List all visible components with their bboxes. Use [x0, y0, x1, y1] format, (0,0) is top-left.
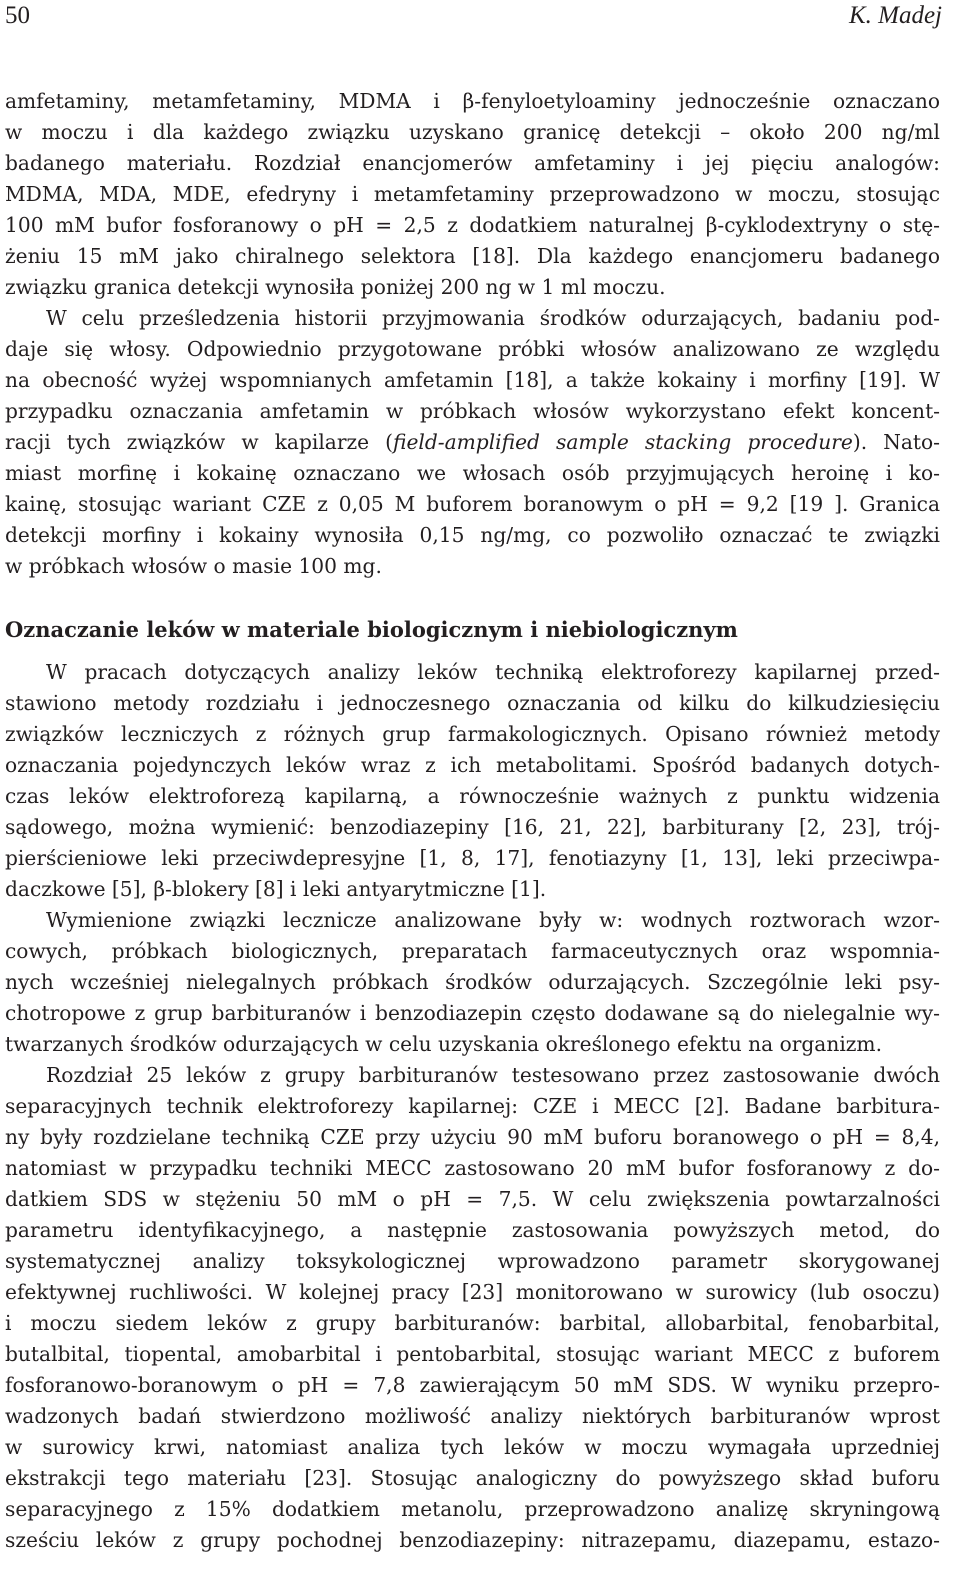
text-line: sądowego, można wymienić: benzodiazepiny [16, 21, 22], barbiturany [2, 23], trój- — [5, 815, 940, 839]
text-line: żeniu 15 mM jako chiralnego selektora [18]. Dla każdego enancjomeru badanego — [5, 244, 940, 268]
text-line-mixed — [5, 427, 940, 458]
text-line: na obecność wyżej wspomnianych amfetamin [18], a także kokainy i morfiny [19]. W — [5, 368, 940, 392]
text-line: czas leków elektroforezą kapilarną, a równocześnie ważnych z punktu widzenia — [5, 784, 940, 808]
text-line: separacyjnego z 15% dodatkiem metanolu, przeprowadzono analizę skryningową — [5, 1497, 940, 1521]
page-number: 50 — [5, 2, 30, 29]
text-line: twarzanych środków odurzających w celu uzyskania określonego efektu na organizm. — [5, 1032, 882, 1056]
text-line: W pracach dotyczących analizy leków techniką elektroforezy kapilarnej przed- — [46, 660, 940, 684]
text-line: nych wcześniej nielegalnych próbkach środków odurzających. Szczególnie leki psy- — [5, 970, 940, 994]
text-line: w surowicy krwi, natomiast analiza tych leków w moczu wymagała uprzedniej — [5, 1435, 940, 1459]
text-line: efektywnej ruchliwości. W kolejnej pracy [23] monitorowano w surowicy (lub osoczu) — [5, 1280, 940, 1304]
italic-term: field-amplified sample stacking procedure — [392, 430, 853, 454]
text-run: ). Nato- — [852, 430, 940, 454]
text-line: cowych, próbkach biologicznych, preparatach farmaceutycznych oraz wspomnia- — [5, 939, 940, 963]
text-line: butalbital, tiopental, amobarbital i pentobarbital, stosując wariant MECC z buforem — [5, 1342, 940, 1366]
text-line: związków leczniczych z różnych grup farmakologicznych. Opisano również metody — [5, 722, 940, 746]
text-run: racji tych związków w kapilarze ( — [5, 430, 393, 454]
text-line: Rozdział 25 leków z grupy barbituranów testesowano przez zastosowanie dwóch — [46, 1063, 940, 1087]
text-line: daczkowe [5], β-blokery [8] i leki antyarytmiczne [1]. — [5, 877, 547, 901]
section-heading: Oznaczanie leków w materiale biologicznym i niebiologicznym — [5, 617, 738, 642]
text-line: separacyjnych technik elektroforezy kapilarnej: CZE i MECC [2]. Badane barbitura- — [5, 1094, 940, 1118]
text-line: wadzonych badań stwierdzono możliwość analizy niektórych barbituranów wprost — [5, 1404, 940, 1428]
text-line: fosforanowo-boranowym o pH = 7,8 zawierającym 50 mM SDS. W wyniku przepro- — [5, 1373, 940, 1397]
text-line: MDMA, MDA, MDE, efedryny i metamfetaminy przeprowadzono w moczu, stosując — [5, 182, 940, 206]
text-line: sześciu leków z grupy pochodnej benzodiazepiny: nitrazepamu, diazepamu, estazo- — [5, 1528, 940, 1552]
text-line: miast morfinę i kokainę oznaczano we włosach osób przyjmujących heroinę i ko- — [5, 461, 940, 485]
text-line: w moczu i dla każdego związku uzyskano granicę detekcji – około 200 ng/ml — [5, 120, 940, 144]
text-line: kainę, stosując wariant CZE z 0,05 M buforem boranowym o pH = 9,2 [19 ]. Granica — [5, 492, 940, 516]
text-line: daje się włosy. Odpowiednio przygotowane próbki włosów analizowano ze względu — [5, 337, 940, 361]
text-line: stawiono metody rozdziału i jednoczesnego oznaczania od kilku do kilkudziesięciu — [5, 691, 940, 715]
paragraph-block-2 — [5, 657, 940, 1556]
text-line: przypadku oznaczania amfetamin w próbkach włosów wykorzystano efekt koncent- — [5, 399, 940, 423]
running-head — [5, 2, 942, 30]
text-line: datkiem SDS w stężeniu 50 mM o pH = 7,5. W celu zwiększenia powtarzalności — [5, 1187, 940, 1211]
text-line: badanego materiału. Rozdział enancjomerów amfetaminy i jej pięciu analogów: — [5, 151, 940, 175]
text-line: oznaczania pojedynczych leków wraz z ich metabolitami. Spośród badanych dotych- — [5, 753, 940, 777]
text-line: w próbkach włosów o masie 100 mg. — [5, 554, 382, 578]
text-line: 100 mM bufor fosforanowy o pH = 2,5 z dodatkiem naturalnej β-cyklodextryny o stę- — [5, 213, 940, 237]
text-line: amfetaminy, metamfetaminy, MDMA i β-fenyloetyloaminy jednocześnie oznaczano — [5, 89, 940, 113]
text-line: parametru identyfikacyjnego, a następnie zastosowania powyższych metod, do — [5, 1218, 940, 1242]
running-head-author: K. Madej — [848, 2, 942, 29]
text-line: systematycznej analizy toksykologicznej wprowadzono parametr skorygowanej — [5, 1249, 940, 1273]
text-line: związku granica detekcji wynosiła poniżej 200 ng w 1 ml moczu. — [5, 275, 666, 299]
text-line: ekstrakcji tego materiału [23]. Stosując analogiczny do powyższego skład buforu — [5, 1466, 940, 1490]
paragraph-block-1 — [5, 86, 940, 582]
text-line: Wymienione związki lecznicze analizowane były w: wodnych roztworach wzor- — [46, 908, 940, 932]
text-line: W celu prześledzenia historii przyjmowania środków odurzających, badaniu pod- — [46, 306, 940, 330]
text-line: detekcji morfiny i kokainy wynosiła 0,15 ng/mg, co pozwoliło oznaczać te związki — [5, 523, 940, 547]
text-line: natomiast w przypadku techniki MECC zastosowano 20 mM bufor fosforanowy z do- — [5, 1156, 940, 1180]
text-line: pierścieniowe leki przeciwdepresyjne [1, 8, 17], fenotiazyny [1, 13], leki przeciwpa- — [5, 846, 940, 870]
text-line: ny były rozdzielane techniką CZE przy użyciu 90 mM buforu boranowego o pH = 8,4, — [5, 1125, 940, 1149]
text-line: chotropowe z grup barbituranów i benzodiazepin często dodawane są do nielegalnie wy- — [5, 1001, 940, 1025]
text-line: i moczu siedem leków z grupy barbituranów: barbital, allobarbital, fenobarbital, — [5, 1311, 940, 1335]
